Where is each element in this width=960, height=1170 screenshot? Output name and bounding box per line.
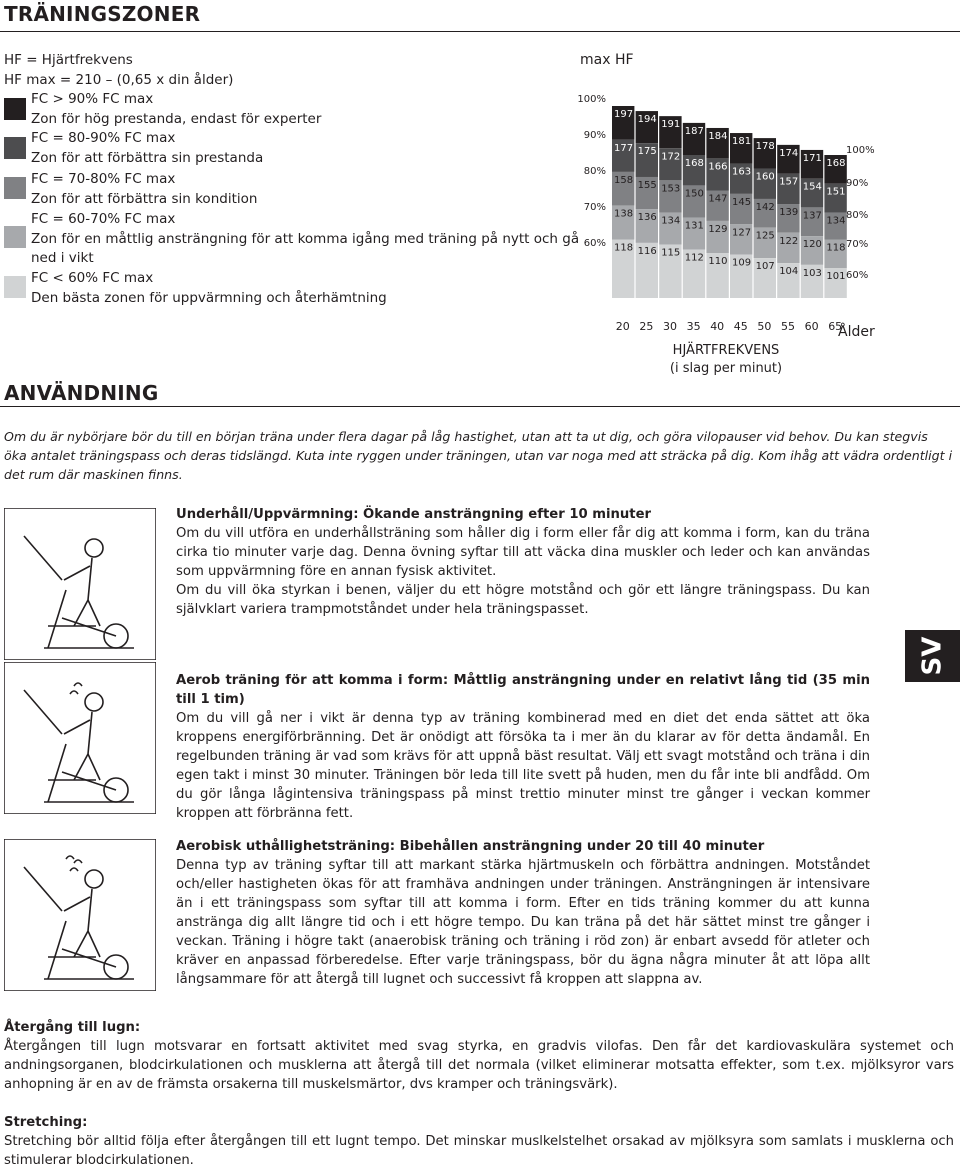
chart-base-60 [801, 295, 823, 298]
chart-value-label: 187 [684, 125, 704, 137]
chart-value-label: 197 [614, 109, 634, 120]
chart-subtitle: HJÄRTFREKVENS [672, 343, 780, 358]
cooldown-text: Återgången till lugn motsvarar en fortsatt aktivitet med svag styrka, en gradvis vilofas. Den får det kardiovaskulära systemet och andningsorganen, blodcirkulationen och musklerna att återgå till det normala (vilket eliminerar motsatta effekter, som t.ex. mjölksyror vars anhopning är en av de främsta orsakerna till muskelsmärtor, dvs kramper och träningsvärk). [4, 1039, 954, 1092]
chart-right-axis-label: 80% [846, 210, 869, 221]
chart-base-35 [683, 295, 705, 298]
chart-value-label: 101 [826, 271, 846, 283]
chart-value-label: 177 [614, 142, 634, 154]
chart-value-label: 107 [755, 261, 775, 273]
chart-left-axis-label: 90% [583, 130, 606, 141]
intro-text [4, 50, 233, 90]
chart-value-label: 166 [708, 161, 728, 173]
language-tab-label: SV [917, 636, 948, 676]
chart-value-label: 163 [732, 166, 752, 178]
chart-left-axis-label: 70% [583, 202, 606, 213]
chart-x-tick: 65 [828, 320, 843, 333]
zone-item-5 [31, 269, 591, 308]
stretching-title: Stretching: [4, 1115, 88, 1130]
chart-x-label: Ålder [838, 324, 875, 340]
chart-bars [612, 106, 847, 298]
section-endurance [176, 837, 870, 989]
page-title: TRÄNINGSZONER [4, 2, 201, 26]
chart-value-label: 137 [802, 210, 822, 222]
zone-desc: Den bästa zonen för uppvärmning och återhämtning [31, 289, 387, 306]
chart-value-label: 103 [802, 267, 822, 279]
chart-base-50 [754, 295, 776, 298]
chart-right-axis [846, 145, 875, 281]
chart-value-label: 120 [802, 239, 822, 251]
chart-right-axis-label: 70% [846, 239, 869, 250]
chart-title: max HF [580, 52, 634, 68]
chart-x-tick: 55 [781, 320, 795, 333]
elliptical-trainer-figure-2 [4, 662, 156, 814]
section-title: Aerob träning för att komma i form: Måttlig ansträngning under en relativt lång tid (35 min till 1 tim) [176, 673, 870, 707]
section-paragraph: Om du vill öka styrkan i benen, väljer du ett högre motstånd och gör ett längre träningspass. Du kan självklart variera trampmotståndet under hela träningspasset. [176, 583, 870, 617]
chart-base-40 [706, 295, 728, 298]
chart-x-tick: 20 [615, 320, 630, 333]
zone-swatch-2 [4, 137, 26, 159]
zone-item-1 [31, 90, 591, 129]
chart-right-axis-label: 90% [846, 178, 869, 189]
title-rule [0, 31, 960, 32]
chart-value-label: 178 [755, 141, 775, 153]
usage-rule [0, 406, 960, 407]
zone-item-4 [31, 210, 591, 269]
zone-label: FC = 60-70% FC max [31, 211, 176, 227]
zone-label: FC < 60% FC max [31, 270, 154, 286]
section-title: Aerobisk uthållighetsträning: Bibehållen ansträngning under 20 till 40 minuter [176, 839, 765, 854]
chart-value-label: 171 [802, 152, 822, 164]
zone-swatch-1 [4, 98, 26, 120]
chart-value-label: 129 [708, 223, 728, 235]
section-paragraph: Denna typ av träning syftar till att markant stärka hjärtmuskeln och förbättra andningen. Motståndet och/eller hastigheten ökas för att framhäva andningen under träningen. Ansträngningen är intensivare än i ett träningspass som syftar till att komma i form. Efter en tids träning kommer du att kunna anstränga dig allt längre tid och i ett högre tempo. Du kan träna på det här sättet minst tre gånger i veckan. Träning i högre takt (anaerobisk träning och träning i röd zon) är enbart avsedd för atleter och kräver en anpassad förberedelse. Efter varje träningspass, bör du ägna några minuter åt att löpa allt långsammare för att återgå till lugnet och successivt få kroppen att slappna av. [176, 858, 870, 987]
zone-label: FC = 70-80% FC max [31, 171, 176, 187]
chart-left-axis-label: 100% [577, 94, 606, 105]
chart-value-label: 158 [614, 174, 634, 186]
chart-value-label: 139 [779, 207, 799, 219]
chart-left-axis-label: 60% [583, 238, 606, 249]
chart-value-label: 157 [779, 176, 799, 188]
chart-value-label: 136 [637, 212, 657, 224]
chart-value-label: 142 [755, 201, 775, 213]
zone-desc: Zon för hög prestanda, endast för experter [31, 110, 322, 127]
zone-swatch-3 [4, 177, 26, 199]
usage-heading: ANVÄNDNING [4, 381, 159, 405]
chart-x-tick: 35 [686, 320, 701, 333]
chart-value-label: 115 [661, 247, 681, 259]
chart-subtitle-units: (i slag per minut) [669, 361, 783, 376]
zone-swatch-4 [4, 226, 26, 248]
chart-x-tick: 30 [663, 320, 677, 333]
zone-label: FC > 90% FC max [31, 91, 154, 107]
chart-x-tick: 40 [710, 320, 725, 333]
chart-value-label: 131 [684, 220, 704, 232]
chart-value-label: 118 [826, 242, 846, 254]
chart-right-axis-label: 60% [846, 270, 869, 281]
zone-desc: Zon för att förbättra sin prestanda [31, 149, 264, 166]
chart-value-label: 175 [637, 146, 657, 158]
chart-value-label: 191 [661, 119, 681, 131]
stretching-section [4, 1113, 954, 1170]
cooldown-section [4, 1018, 954, 1094]
chart-x-tick: 50 [757, 320, 772, 333]
chart-base-20 [612, 295, 634, 298]
chart-value-label: 125 [755, 230, 775, 242]
chart-value-label: 122 [779, 235, 799, 247]
chart-base-25 [636, 295, 658, 298]
intro-line-hfmax: HF max = 210 – (0,65 x din ålder) [4, 72, 234, 88]
chart-value-label: 194 [637, 114, 657, 126]
section-maintenance [176, 505, 870, 619]
chart-value-label: 172 [661, 151, 681, 163]
cooldown-title: Återgång till lugn: [4, 1020, 141, 1035]
chart-value-label: 118 [614, 242, 634, 254]
chart-base-55 [777, 295, 799, 298]
chart-value-label: 147 [708, 193, 728, 205]
section-paragraph: Om du vill utföra en underhållsträning som håller dig i form eller får dig att komma i form, kan du träna cirka tio minuter varje dag. Denna övning syftar till att väcka dina muskler och leder och kan användas som uppvärmning före en annan fysisk aktivitet. [176, 526, 870, 579]
zone-desc: Zon för att förbättra sin kondition [31, 190, 258, 207]
heart-rate-chart [570, 40, 890, 380]
chart-value-label: 160 [755, 171, 775, 183]
chart-value-label: 127 [732, 227, 752, 239]
chart-value-label: 151 [826, 186, 846, 198]
zone-swatch-5 [4, 276, 26, 298]
section-paragraph: Om du vill gå ner i vikt är denna typ av träning kombinerad med en diet det enda sättet att öka kroppens energiförbränning. Det är onödigt att försöka ta i mer än du klarar av för detta ändamål. En regelbunden träning är vad som krävs för att uppnå bäst resultat. Välj ett svagt motstånd och träna i din egen takt i minst 30 minuter. Träningen bör leda till lite svett på huden, men du får inte bli andfådd. Om du gör långa lågintensiva träningspass på minst trettio minuter minst tre gånger i veckan kommer kroppen att förbränna fett. [176, 711, 870, 821]
chart-left-axis-label: 80% [583, 166, 606, 177]
stretching-text: Stretching bör alltid följa efter återgången till ett lugnt tempo. Det minskar muslkelstelhet orsakad av mjölksyra som samlats i musklerna och stimulerar blodcirkulationen. [4, 1134, 954, 1168]
zone-item-3 [31, 170, 591, 209]
chart-base-45 [730, 295, 752, 298]
chart-value-label: 109 [732, 257, 752, 269]
usage-text: Om du är nybörjare bör du till en början träna under flera dagar på låg hastighet, utan att ta ut dig, och göra vilopauser vid behov. Du kan stegvis öka antalet träningspass och deras tidslängd. Kuta inte ryggen under träningen, utan var noga med att sträcka på dig. Kom ihåg att vädra ordentligt i det rum där maskinen finns. [4, 429, 953, 482]
chart-x-ticks [616, 320, 842, 333]
elliptical-trainer-figure-3 [4, 839, 156, 991]
chart-x-tick: 25 [639, 320, 654, 333]
chart-x-tick: 60 [804, 320, 819, 333]
chart-value-label: 184 [708, 130, 728, 142]
chart-value-label: 150 [684, 188, 704, 200]
chart-x-tick: 45 [733, 320, 748, 333]
chart-value-label: 116 [637, 245, 657, 257]
chart-value-label: 174 [779, 147, 799, 159]
chart-right-axis-label: 100% [846, 145, 875, 156]
chart-base-65 [824, 295, 846, 298]
chart-value-label: 155 [637, 179, 657, 191]
chart-value-label: 110 [708, 256, 728, 268]
zone-desc: Zon för en måttlig ansträngning för att komma igång med träning på nytt och gå ned i vikt [31, 230, 580, 266]
section-aerobic-fitness [176, 671, 870, 823]
elliptical-trainer-figure-1 [4, 508, 156, 660]
chart-value-label: 134 [661, 215, 681, 227]
chart-value-label: 154 [802, 181, 822, 193]
chart-value-label: 134 [826, 215, 846, 227]
zone-item-2 [31, 129, 591, 168]
intro-line-hf: HF = Hjärtfrekvens [4, 52, 133, 68]
chart-value-label: 112 [684, 252, 704, 264]
language-tab [905, 630, 960, 682]
chart-left-axis [577, 94, 606, 249]
zone-label: FC = 80-90% FC max [31, 130, 176, 146]
chart-value-label: 104 [779, 266, 799, 278]
section-title: Underhåll/Uppvärmning: Ökande ansträngning efter 10 minuter [176, 507, 652, 522]
chart-value-label: 168 [826, 158, 846, 170]
chart-value-label: 153 [661, 183, 681, 195]
chart-value-label: 145 [732, 196, 752, 208]
chart-base-30 [659, 295, 681, 298]
chart-value-label: 181 [732, 136, 752, 148]
chart-value-label: 138 [614, 208, 634, 220]
chart-value-label: 168 [684, 158, 704, 170]
